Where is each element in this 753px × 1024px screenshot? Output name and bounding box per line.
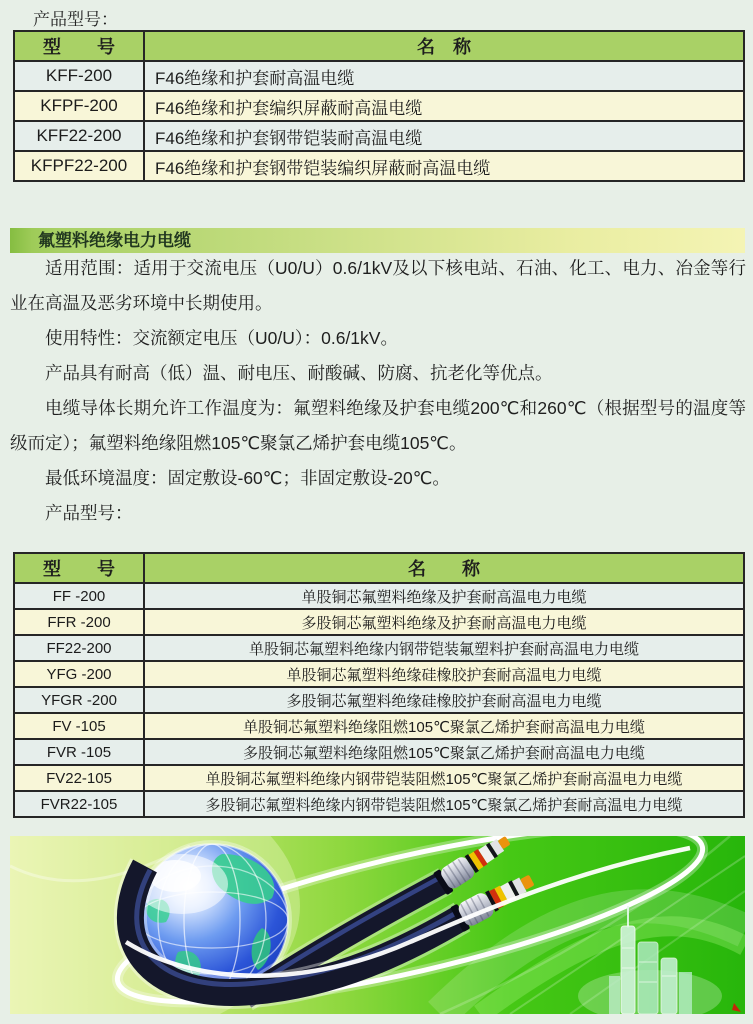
model-table-fluoroplastic — [13, 552, 745, 818]
model-cell: KFPF22-200 — [14, 151, 144, 181]
name-cell: 多股铜芯氟塑料绝缘阻燃105℃聚氯乙烯护套耐高温电力电缆 — [144, 739, 744, 765]
column-header-model: 型 号 — [14, 31, 144, 61]
table-row — [14, 61, 744, 91]
name-cell: F46绝缘和护套钢带铠装编织屏蔽耐高温电缆 — [144, 151, 744, 181]
name-cell: 单股铜芯氟塑料绝缘硅橡胶护套耐高温电力电缆 — [144, 661, 744, 687]
paragraph-min-temperature: 最低环境温度：固定敷设-60℃；非固定敷设-20℃。 — [45, 468, 450, 488]
model-cell: YFGR -200 — [14, 687, 144, 713]
section-title: 氟塑料绝缘电力电缆 — [38, 231, 191, 250]
column-header-model: 型 号 — [14, 553, 144, 583]
name-cell: 多股铜芯氟塑料绝缘硅橡胶护套耐高温电力电缆 — [144, 687, 744, 713]
name-cell: F46绝缘和护套钢带铠装耐高温电缆 — [144, 121, 744, 151]
section-body-text — [10, 251, 746, 531]
table-row — [14, 609, 744, 635]
table-row — [14, 121, 744, 151]
hero-banner — [10, 836, 745, 1014]
model-table-f46 — [13, 30, 745, 182]
product-models-label-2: 产品型号： — [45, 503, 133, 523]
name-cell: 单股铜芯氟塑料绝缘内钢带铠装氟塑料护套耐高温电力电缆 — [144, 635, 744, 661]
table-row — [14, 151, 744, 181]
name-cell: 多股铜芯氟塑料绝缘内钢带铠装阻燃105℃聚氯乙烯护套耐高温电力电缆 — [144, 791, 744, 817]
table-row — [14, 791, 744, 817]
paragraph-scope: 适用范围：适用于交流电压（U0/U）0.6/1kV及以下核电站、石油、化工、电力、冶金等行业在高温及恶劣环境中长期使用。 — [10, 258, 746, 313]
name-cell: 多股铜芯氟塑料绝缘及护套耐高温电力电缆 — [144, 609, 744, 635]
paragraph-usage: 使用特性：交流额定电压（U0/U）：0.6/1kV。 — [45, 328, 398, 348]
model-cell: FFR -200 — [14, 609, 144, 635]
table-row — [14, 765, 744, 791]
table-row — [14, 687, 744, 713]
name-cell: 单股铜芯氟塑料绝缘及护套耐高温电力电缆 — [144, 583, 744, 609]
paragraph-temperature: 电缆导体长期允许工作温度为：氟塑料绝缘及护套电缆200℃和260℃（根据型号的温度等级而定）；氟塑料绝缘阻燃105℃聚氯乙烯护套电缆105℃。 — [10, 398, 746, 453]
paragraph-features: 产品具有耐高（低）温、耐电压、耐酸碱、防腐、抗老化等优点。 — [45, 363, 553, 383]
table-row — [14, 635, 744, 661]
table-header-row — [14, 31, 744, 61]
name-cell: F46绝缘和护套耐高温电缆 — [144, 61, 744, 91]
table-row — [14, 739, 744, 765]
model-cell: YFG -200 — [14, 661, 144, 687]
model-cell: FF -200 — [14, 583, 144, 609]
column-header-name: 名 称 — [144, 553, 744, 583]
model-cell: KFPF-200 — [14, 91, 144, 121]
column-header-name: 名 称 — [144, 31, 744, 61]
section-title-bar — [10, 228, 745, 253]
model-cell: KFF-200 — [14, 61, 144, 91]
table-row — [14, 583, 744, 609]
table-row — [14, 91, 744, 121]
name-cell: 单股铜芯氟塑料绝缘阻燃105℃聚氯乙烯护套耐高温电力电缆 — [144, 713, 744, 739]
model-cell: FV -105 — [14, 713, 144, 739]
name-cell: 单股铜芯氟塑料绝缘内钢带铠装阻燃105℃聚氯乙烯护套耐高温电力电缆 — [144, 765, 744, 791]
model-cell: KFF22-200 — [14, 121, 144, 151]
product-models-label: 产品型号： — [33, 10, 118, 29]
model-cell: FF22-200 — [14, 635, 144, 661]
table-row — [14, 661, 744, 687]
model-cell: FVR22-105 — [14, 791, 144, 817]
table-row — [14, 713, 744, 739]
model-cell: FVR -105 — [14, 739, 144, 765]
name-cell: F46绝缘和护套编织屏蔽耐高温电缆 — [144, 91, 744, 121]
table-header-row — [14, 553, 744, 583]
model-cell: FV22-105 — [14, 765, 144, 791]
